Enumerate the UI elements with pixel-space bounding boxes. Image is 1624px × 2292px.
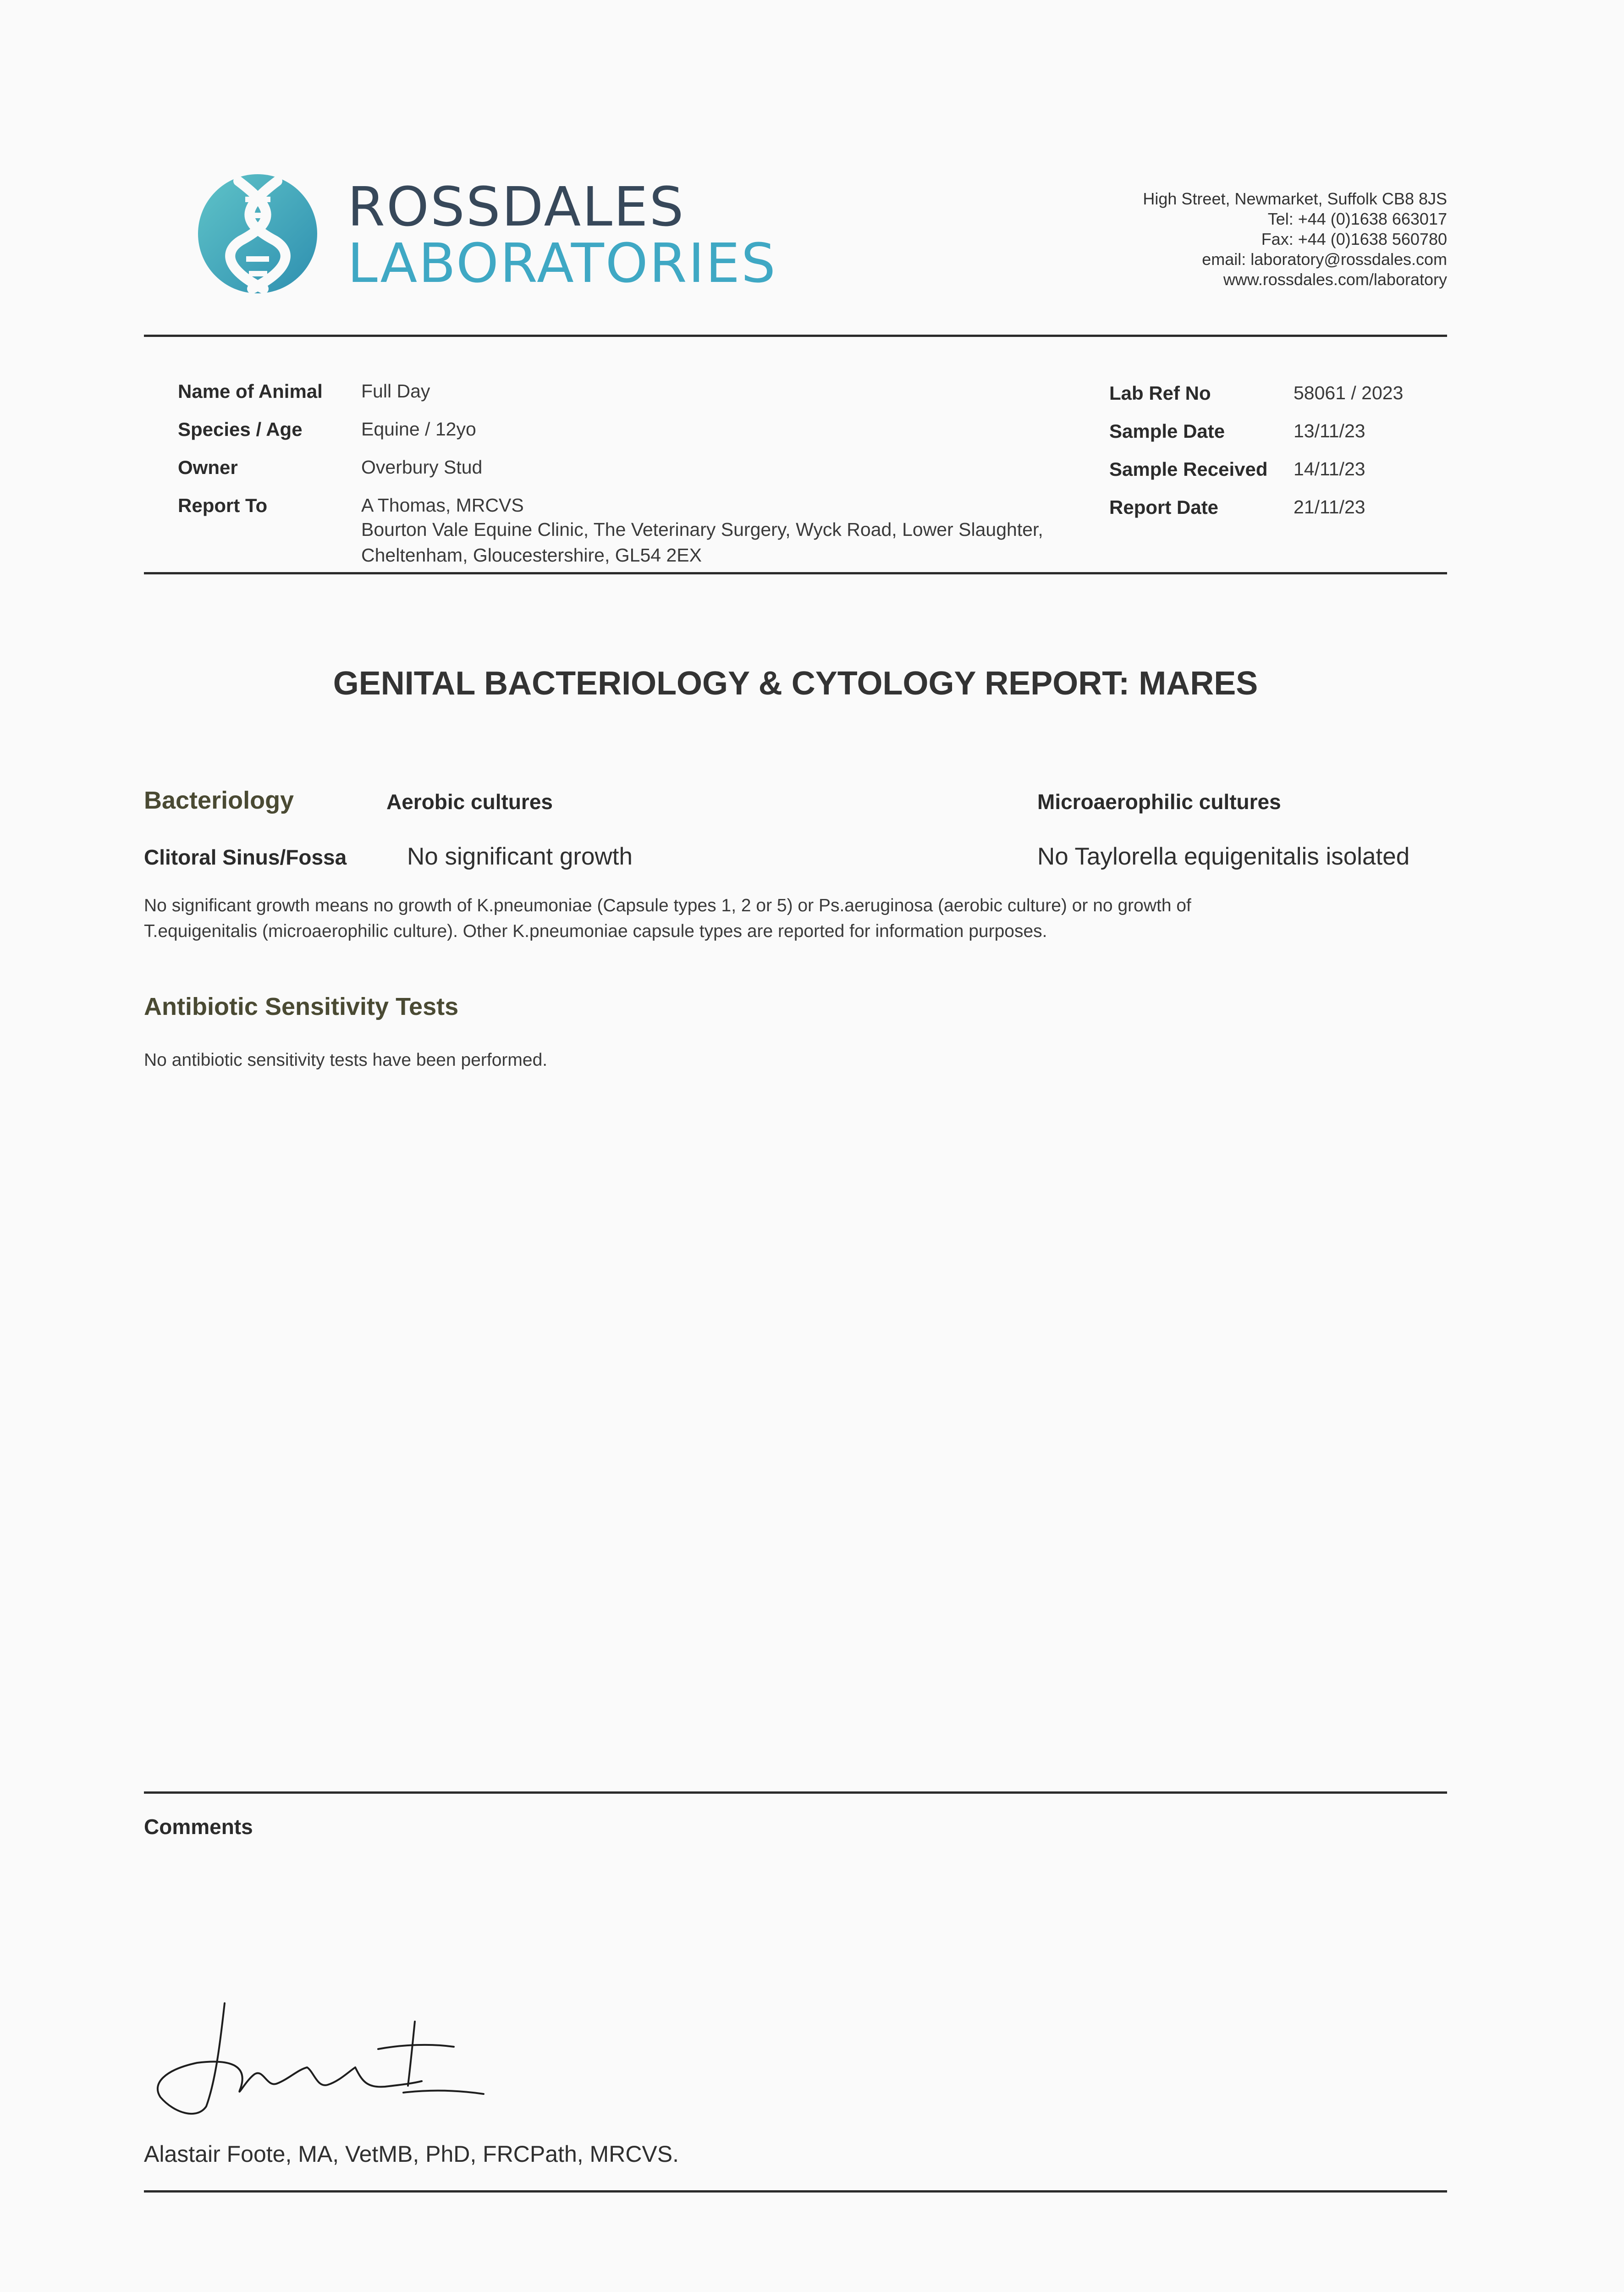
report-title: GENITAL BACTERIOLOGY & CYTOLOGY REPORT: MARES [333, 665, 1258, 702]
antibiotic-sensitivity-text: No antibiotic sensitivity tests have been performed. [144, 1050, 548, 1070]
comments-label: Comments [144, 1815, 253, 1839]
microaerophilic-result: No Taylorella equigenitalis isolated [1037, 843, 1410, 870]
bacteriology-heading: Bacteriology [144, 787, 294, 814]
sample-date-value: 13/11/23 [1294, 420, 1365, 441]
address-fax: Fax: +44 (0)1638 560780 [1261, 230, 1447, 248]
brand-name-line1: ROSSDALES [347, 175, 685, 238]
antibiotic-sensitivity-heading: Antibiotic Sensitivity Tests [144, 993, 459, 1020]
sample-received-value: 14/11/23 [1294, 458, 1365, 479]
header-divider [144, 335, 1447, 337]
report-date-value: 21/11/23 [1294, 496, 1365, 518]
owner-label: Owner [178, 457, 238, 478]
rossdales-logo-icon [195, 172, 321, 296]
aerobic-cultures-heading: Aerobic cultures [386, 790, 553, 814]
comments-divider [144, 1791, 1447, 1794]
details-divider [144, 572, 1447, 574]
address-email: email: laboratory@rossdales.com [1202, 250, 1447, 269]
brand-name-line2: LABORATORIES [347, 231, 777, 295]
name-of-animal-label: Name of Animal [178, 380, 323, 402]
sample-received-label: Sample Received [1109, 458, 1268, 480]
address-website: www.rossdales.com/laboratory [1223, 270, 1447, 289]
sample-date-label: Sample Date [1109, 420, 1225, 442]
note-line-2: T.equigenitalis (microaerophilic culture). Other K.pneumoniae capsule types are reported for information purposes. [144, 921, 1047, 941]
report-to-address-line2: Cheltenham, Gloucestershire, GL54 2EX [361, 545, 702, 566]
note-line-1: No significant growth means no growth of K.pneumoniae (Capsule types 1, 2 or 5) or Ps.aeruginosa (aerobic culture) or no growth of [144, 896, 1191, 915]
address-street: High Street, Newmarket, Suffolk CB8 8JS [1143, 189, 1447, 208]
report-date-label: Report Date [1109, 496, 1219, 518]
footer-divider [144, 2190, 1447, 2193]
report-to-label: Report To [178, 495, 268, 516]
lab-address-block [989, 189, 1447, 290]
name-of-animal-value: Full Day [361, 380, 430, 402]
owner-value: Overbury Stud [361, 457, 483, 478]
lab-ref-label: Lab Ref No [1109, 382, 1211, 404]
handwritten-signature [147, 1989, 495, 2127]
signatory-name: Alastair Foote, MA, VetMB, PhD, FRCPath, MRCVS. [144, 2141, 679, 2167]
report-to-name: A Thomas, MRCVS [361, 495, 524, 516]
microaerophilic-cultures-heading: Microaerophilic cultures [1037, 790, 1281, 814]
aerobic-result: No significant growth [407, 843, 633, 870]
growth-explanation-note [144, 893, 1446, 944]
species-age-value: Equine / 12yo [361, 419, 476, 440]
species-age-label: Species / Age [178, 419, 303, 440]
clitoral-sinus-fossa-label: Clitoral Sinus/Fossa [144, 845, 347, 869]
address-tel: Tel: +44 (0)1638 663017 [1267, 209, 1447, 228]
report-to-address-line1: Bourton Vale Equine Clinic, The Veterinary Surgery, Wyck Road, Lower Slaughter, [361, 519, 1043, 540]
lab-ref-value: 58061 / 2023 [1294, 382, 1404, 403]
